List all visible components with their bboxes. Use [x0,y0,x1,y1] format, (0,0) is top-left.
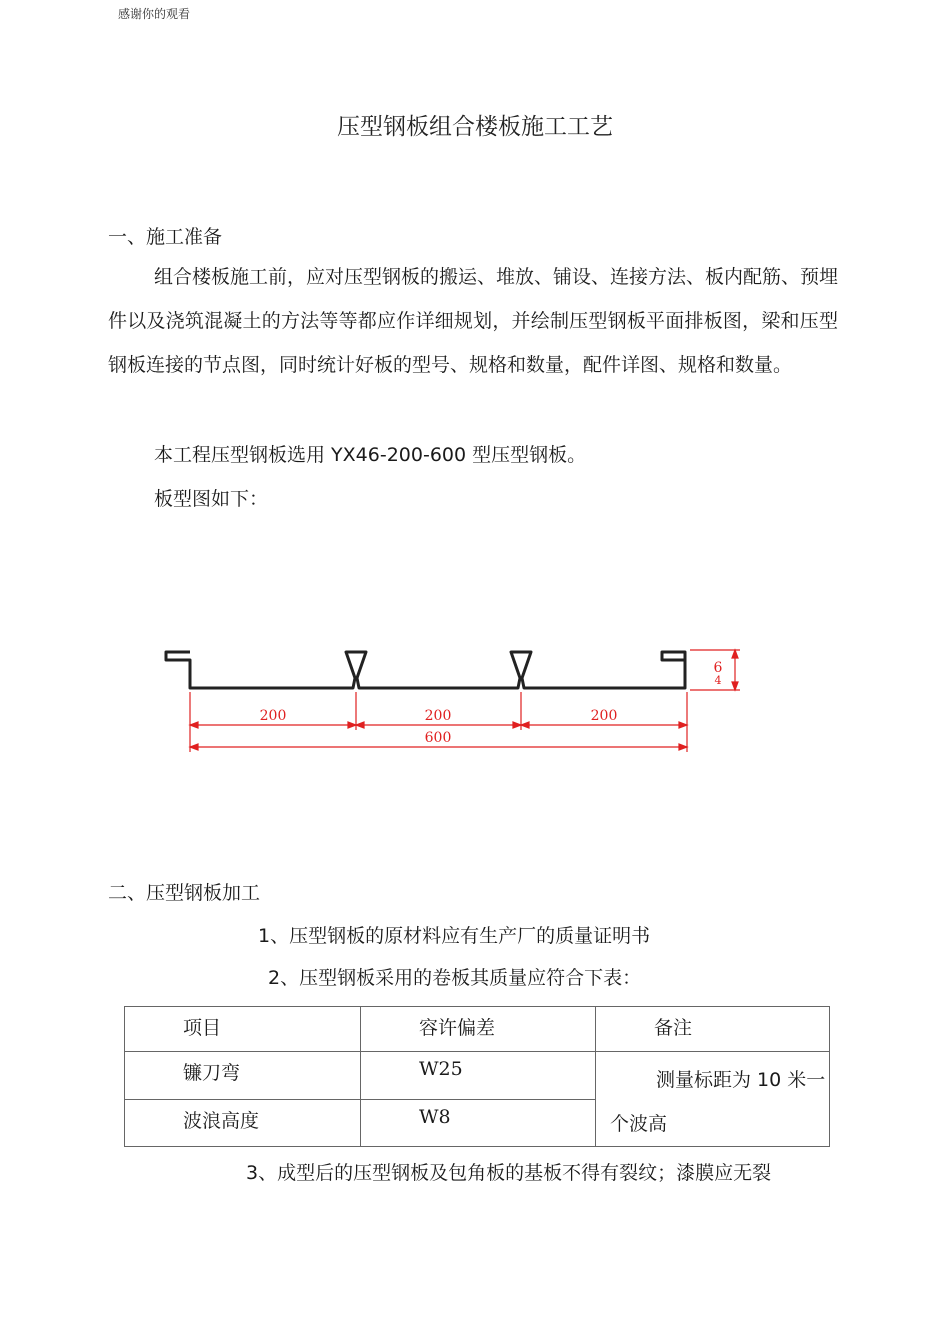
section1-paragraph: 组合楼板施工前，应对压型钢板的搬运、堆放、铺设、连接方法、板内配筋、预埋件以及浇筑混凝土的方法等等都应作详细规划，并绘制压型钢板平面排板图，梁和压型钢板连接的节点图，同时统计好板的型号、规格和数量，配件详图、规格和数量。 [108,266,839,376]
dim-label-total: 600 [424,730,452,746]
height-label-top: 6 [713,660,723,676]
section2-item-1: 1、压型钢板的原材料应有生产厂的质量证明书 [258,925,651,947]
table-header-item: 项目 [183,1017,222,1039]
table-cell-tolerance: W8 [419,1105,451,1128]
watermark-text: 感谢你的观看 [118,7,191,21]
spec-sentence: 本工程压型钢板选用 YX46-200-600 型压型钢板。 [154,444,587,466]
table-cell-item: 波浪高度 [183,1109,260,1132]
coil-quality-table [124,1006,830,1147]
steel-deck-profile-diagram [150,630,760,760]
section2-item-3: 3、成型后的压型钢板及包角板的基板不得有裂纹；漆膜应无裂 [246,1162,772,1184]
section2-heading: 二、压型钢板加工 [108,882,261,904]
deck-profile-outline [166,652,685,688]
diagram-intro: 板型图如下： [154,488,269,510]
table-header-tolerance: 容许偏差 [419,1017,496,1039]
section2-item-2: 2、压型钢板采用的卷板其质量应符合下表： [268,967,642,989]
table-header-remark: 备注 [654,1017,693,1039]
table-cell-tolerance: W25 [419,1058,463,1080]
table-cell-remark: 测量标距为 10 米一个波高 [610,1069,826,1135]
section1-heading: 一、施工准备 [108,226,223,248]
dim-label-2: 200 [424,708,452,724]
page-title: 压型钢板组合楼板施工工艺 [337,114,613,140]
table-row [125,1052,830,1100]
height-label-bottom: 4 [714,674,722,687]
dim-label-3: 200 [590,708,618,724]
dim-label-1: 200 [259,708,287,724]
table-cell-item: 镰刀弯 [183,1062,241,1084]
